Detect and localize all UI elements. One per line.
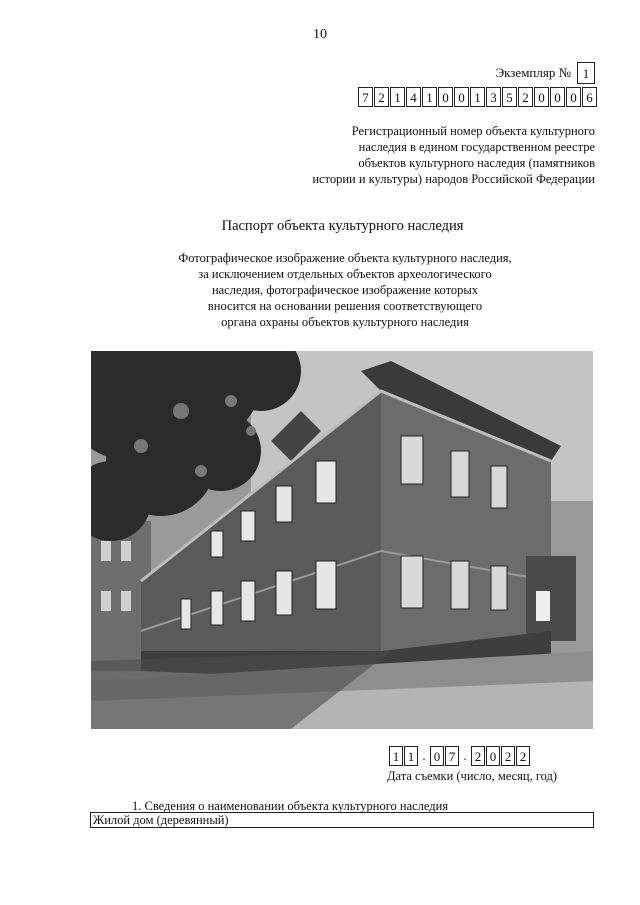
page-number: 10 — [313, 27, 327, 42]
registration-digit: 0 — [566, 87, 581, 107]
photo-instructions-line: вносится на основании решения соответствующего — [207, 299, 483, 313]
building-photo — [91, 351, 593, 729]
registration-digit: 0 — [534, 87, 549, 107]
date-day-digit: 1 — [404, 746, 418, 766]
registration-digit: 6 — [582, 87, 597, 107]
photo-instructions — [170, 250, 520, 330]
registration-digit: 0 — [454, 87, 469, 107]
date-year-digit: 2 — [501, 746, 515, 766]
photo-date-caption: Дата съемки (число, месяц, год) — [387, 769, 558, 783]
registration-digit: 3 — [486, 87, 501, 107]
date-year-digit: 2 — [471, 746, 485, 766]
registration-caption-line: наследия в едином государственном реестре — [358, 140, 595, 154]
photo-instructions-line: Фотографическое изображение объекта культурного наследия, — [178, 251, 512, 265]
registration-caption-line: Регистрационный номер объекта культурного — [351, 124, 595, 138]
document-title: Паспорт объекта культурного наследия — [221, 218, 464, 234]
registration-digit: 7 — [358, 87, 373, 107]
registration-caption — [265, 123, 595, 187]
registration-digit: 0 — [438, 87, 453, 107]
registration-number — [357, 87, 597, 107]
registration-digit: 5 — [502, 87, 517, 107]
date-year-digit: 2 — [516, 746, 530, 766]
registration-caption-line: истории и культуры) народов Российской Федерации — [312, 172, 595, 186]
registration-digit: 2 — [518, 87, 533, 107]
section-1-heading: 1. Сведения о наименовании объекта культурного наследия — [132, 799, 449, 813]
date-year-digit: 0 — [486, 746, 500, 766]
date-separator: . — [422, 748, 426, 763]
date-separator: . — [463, 748, 467, 763]
registration-digit: 1 — [422, 87, 437, 107]
date-day-digit: 1 — [389, 746, 403, 766]
photo-instructions-line: наследия, фотографическое изображение которых — [211, 283, 479, 297]
date-month-digit: 0 — [430, 746, 444, 766]
registration-digit: 0 — [550, 87, 565, 107]
copy-label: Экземпляр № — [495, 65, 571, 80]
copy-number-box: 1 — [577, 62, 595, 84]
photo-instructions-line: органа охраны объектов культурного наследия — [221, 315, 469, 329]
photo-date — [389, 746, 531, 766]
registration-caption-line: объектов культурного наследия (памятников — [358, 156, 595, 170]
copy-number-row — [496, 62, 595, 84]
registration-digit: 1 — [470, 87, 485, 107]
date-month-digit: 7 — [445, 746, 459, 766]
photo-instructions-line: за исключением отдельных объектов археологического — [198, 267, 492, 281]
registration-digit: 4 — [406, 87, 421, 107]
registration-digit: 2 — [374, 87, 389, 107]
registration-digit: 1 — [390, 87, 405, 107]
object-name-field: Жилой дом (деревянный) — [90, 812, 594, 828]
